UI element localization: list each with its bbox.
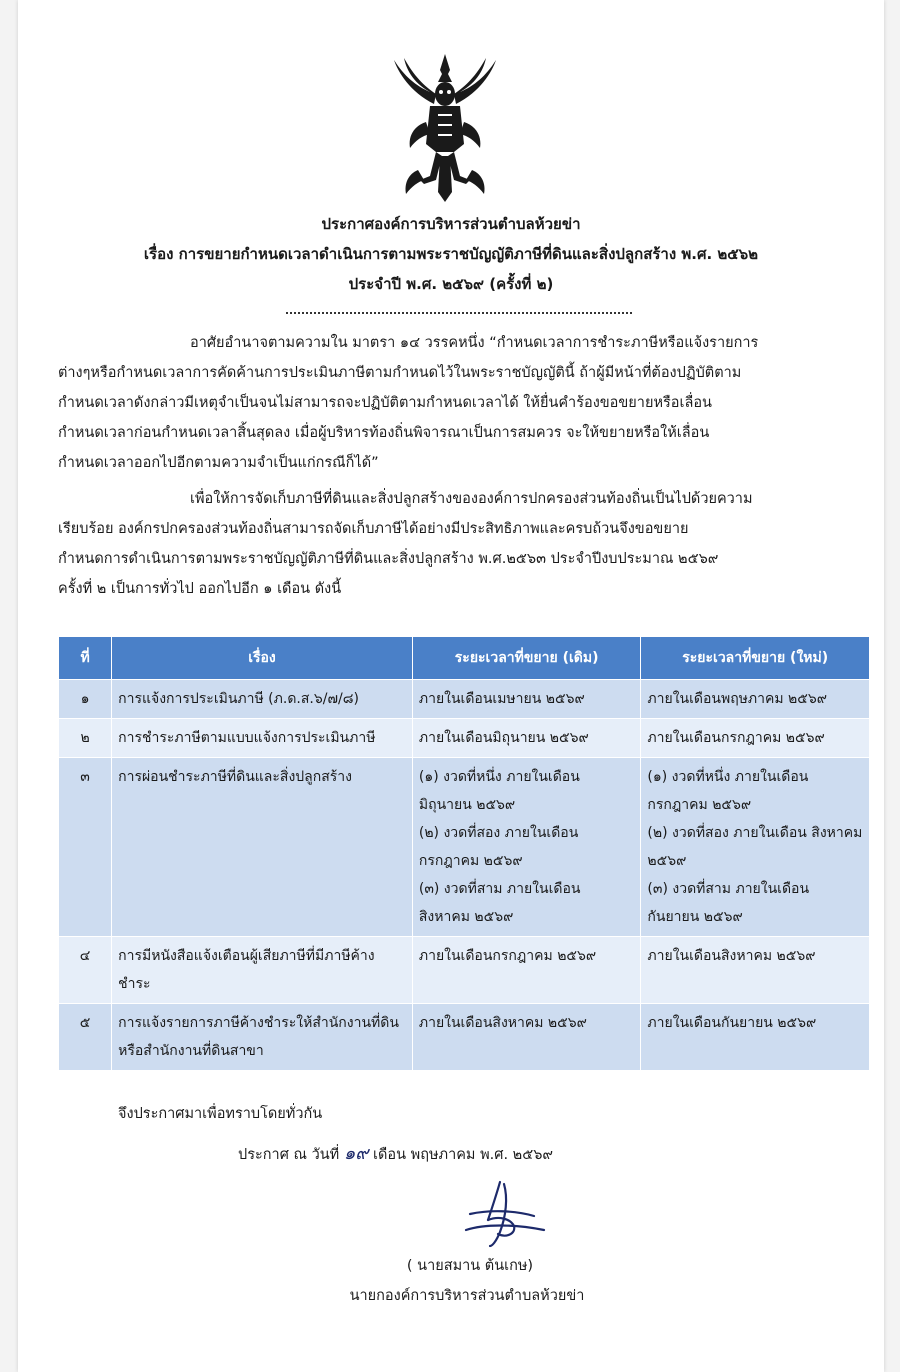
row-new-period: ภายในเดือนสิงหาคม ๒๕๖๙ (641, 937, 870, 1004)
row-number: ๕ (59, 1004, 112, 1071)
date-suffix: เดือน พฤษภาคม พ.ศ. ๒๕๖๙ (373, 1147, 554, 1163)
table-row (59, 937, 870, 1004)
paragraph-line: กำหนดเวลาออกไปอีกตามความจำเป็นแก่กรณีก็ได้” (58, 455, 379, 471)
paragraph-authority (58, 328, 870, 478)
date-prefix: ประกาศ ณ วันที่ (238, 1147, 340, 1163)
installment-item: (๑) งวดที่หนึ่ง ภายในเดือน มิถุนายน ๒๕๖๙ (418, 769, 580, 813)
column-header-old-period: ระยะเวลาที่ขยาย (เดิม) (412, 637, 641, 680)
row-new-period: ภายในเดือนกันยายน ๒๕๖๙ (641, 1004, 870, 1071)
document-page (18, 0, 884, 1372)
announcement-date (238, 1138, 553, 1167)
installment-item: (๒) งวดที่สอง ภายในเดือน กรกฎาคม ๒๕๖๙ (418, 825, 579, 869)
paragraph-line: เพื่อให้การจัดเก็บภาษีที่ดินและสิ่งปลูกสร้างขององค์การปกครองส่วนท้องถิ่นเป็นไปด้วยความ (190, 491, 753, 507)
row-subject: การแจ้งการประเมินภาษี (ภ.ด.ส.๖/๗/๘) (112, 680, 413, 719)
row-old-period: ภายในเดือนมิถุนายน ๒๕๖๙ (412, 719, 641, 758)
paragraph-line: เรียบร้อย องค์กรปกครองส่วนท้องถิ่นสามารถจัดเก็บภาษีได้อย่างมีประสิทธิภาพและครบถ้วนจึงขอขยาย (58, 521, 689, 537)
installment-item: (๒) งวดที่สอง ภายในเดือน สิงหาคม ๒๕๖๙ (647, 825, 863, 869)
row-old-period (412, 758, 641, 937)
row-number: ๓ (59, 758, 112, 937)
paragraph-line: อาศัยอำนาจตามความใน มาตรา ๑๔ วรรคหนึ่ง “กำหนดเวลาการชำระภาษีหรือแจ้งรายการ (190, 335, 759, 351)
row-subject: การแจ้งรายการภาษีค้างชำระให้สำนักงานที่ดินหรือสำนักงานที่ดินสาขา (112, 1004, 413, 1071)
row-old-period: ภายในเดือนกรกฎาคม ๒๕๖๙ (412, 937, 641, 1004)
row-number: ๔ (59, 937, 112, 1004)
schedule-table (58, 636, 870, 1071)
dotted-divider (286, 312, 632, 314)
signer-position: นายกองค์การบริหารส่วนตำบลห้วยข่า (349, 1288, 585, 1304)
closing-statement: จึงประกาศมาเพื่อทราบโดยทั่วกัน (118, 1106, 323, 1122)
row-subject: การชำระภาษีตามแบบแจ้งการประเมินภาษี (112, 719, 413, 758)
announcement-title: ประกาศองค์การบริหารส่วนตำบลห้วยข่า (321, 215, 581, 233)
date-day-handwritten: ๑๙ (343, 1143, 369, 1164)
signature-image (448, 1176, 558, 1254)
installment-item: (๓) งวดที่สาม ภายในเดือน สิงหาคม ๒๕๖๙ (418, 881, 581, 925)
table-row (59, 719, 870, 758)
announcement-subject: เรื่อง การขยายกำหนดเวลาดำเนินการตามพระราชบัญญัติภาษีที่ดินและสิ่งปลูกสร้าง พ.ศ. ๒๕๖๒ (143, 245, 759, 263)
table-row (59, 680, 870, 719)
installment-item: (๑) งวดที่หนึ่ง ภายในเดือน กรกฎาคม ๒๕๖๙ (647, 769, 809, 813)
paragraph-line: ครั้งที่ ๒ เป็นการทั่วไป ออกไปอีก ๑ เดือน ดังนี้ (58, 581, 342, 597)
table-row (59, 1004, 870, 1071)
row-number: ๑ (59, 680, 112, 719)
column-header-no: ที่ (59, 637, 112, 680)
paragraph-line: ต่างๆหรือกำหนดเวลาการคัดค้านการประเมินภาษีตามกำหนดไว้ในพระราชบัญญัตินี้ ถ้าผู้มีหน้าที่ต้องปฏิบัติตาม (58, 365, 742, 381)
row-number: ๒ (59, 719, 112, 758)
announcement-year: ประจำปี พ.ศ. ๒๕๖๙ (ครั้งที่ ๒) (348, 275, 554, 293)
paragraph-line: กำหนดเวลาก่อนกำหนดเวลาสิ้นสุดลง เมื่อผู้บริหารท้องถิ่นพิจารณาเป็นการสมควร จะให้ขยายหรือให้เลื่อน (58, 425, 710, 441)
row-subject: การผ่อนชำระภาษีที่ดินและสิ่งปลูกสร้าง (112, 758, 413, 937)
row-new-period: ภายในเดือนพฤษภาคม ๒๕๖๙ (641, 680, 870, 719)
paragraph-line: กำหนดเวลาดังกล่าวมีเหตุจำเป็นจนไม่สามารถจะปฏิบัติตามกำหนดเวลาได้ ให้ยื่นคำร้องขอขยายหรือเลื่อน (58, 395, 712, 411)
column-header-new-period: ระยะเวลาที่ขยาย (ใหม่) (641, 637, 870, 680)
row-old-period: ภายในเดือนสิงหาคม ๒๕๖๙ (412, 1004, 641, 1071)
paragraph-purpose (58, 484, 870, 604)
installment-item: (๓) งวดที่สาม ภายในเดือน กันยายน ๒๕๖๙ (647, 881, 810, 925)
row-new-period: ภายในเดือนกรกฎาคม ๒๕๖๙ (641, 719, 870, 758)
row-new-period (641, 758, 870, 937)
row-old-period: ภายในเดือนเมษายน ๒๕๖๙ (412, 680, 641, 719)
row-subject: การมีหนังสือแจ้งเตือนผู้เสียภาษีที่มีภาษีค้างชำระ (112, 937, 413, 1004)
paragraph-line: กำหนดการดำเนินการตามพระราชบัญญัติภาษีที่ดินและสิ่งปลูกสร้าง พ.ศ.๒๕๖๓ ประจำปีงบประมาณ ๒๕๖๙ (58, 551, 719, 567)
table-header-row (59, 637, 870, 680)
column-header-subject: เรื่อง (112, 637, 413, 680)
table-row (59, 758, 870, 937)
garuda-emblem-icon (390, 52, 500, 210)
signer-name: ( นายสมาน ต้นเกษ) (406, 1258, 534, 1274)
